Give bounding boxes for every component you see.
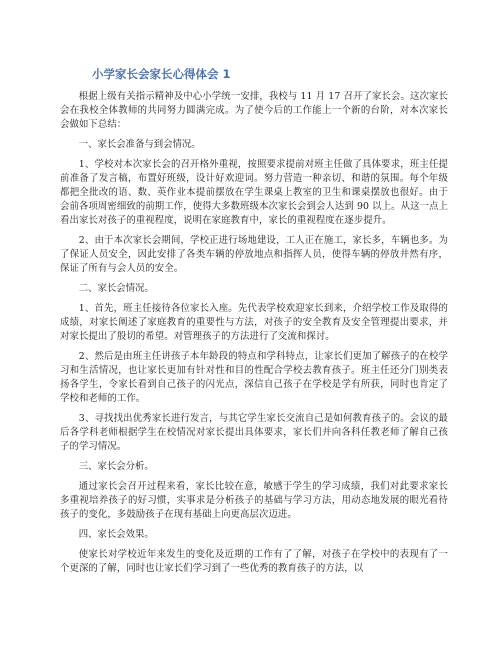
section-heading-3: 三、家长会分析。	[78, 461, 154, 472]
section-heading-2: 二、家长会情况。	[78, 283, 154, 294]
section-heading-4: 四、家长会效果。	[78, 529, 154, 540]
paragraph-2-3: 3、寻找找出优秀家长进行发言，与其它学生家长交流自己是如何教育孩子的。会议的最后各学科老师根据学生在校情况对家长提出具体要求，家长们并向各科任教老师了解自己孩子的学习情况。	[60, 413, 448, 452]
paragraph-4-1: 使家长对学校近年来发生的变化及近期的工作有了了解，对孩子在学校中的表现有了一个更深的了解，同时也让家长们学习到了一些优秀的教育孩子的方法，以	[60, 549, 448, 574]
paragraph-3-1: 通过家长会召开过程来看，家长比较在意，敏感于学生的学习成绩，我们对此要求家长多重视培养孩子的好习惯，实事求是分析孩子的基础与学习方法，用动态地发展的眼光看待孩子的变化，多鼓励孩子在现有基础上向更高层次迈进。	[60, 481, 448, 520]
paragraph-2-2: 2、然后是由班主任讲孩子本年龄段的特点和学科特点，让家长们更加了解孩子的在校学习和生活情况，也让家长更加有针对性和目的性配合学校去教育孩子。班主任还分门别类表扬各学生，令家长看到自己孩子的闪光点，深信自己孩子在学校是学有所获，同时也肯定了学校和老师的工作。	[60, 351, 448, 404]
document-title: 小学家长会家长心得体会 1	[92, 67, 231, 81]
section-heading-1: 一、家长会准备与到会情况。	[78, 139, 201, 150]
intro-paragraph: 根据上级有关指示精神及中心小学统一安排，我校与 11 月 17 召开了家长会。这次家长会在我校全体教师的共同努力圆满完成。为了使今后的工作能上一个新的台阶，对本次家长会做如下总结：	[60, 91, 448, 130]
paragraph-1-1: 1、学校对本次家长会的召开格外重视，按照要求提前对班主任做了具体要求，班主任提前准备了发言稿，布置好班级，设计好欢迎词。努力营造一种亲切、和谐的氛围。每个年级都把全批改的语、数、英作业本提前摆放在学生课桌上教室的卫生和课桌摆放也很好。由于会前各项周密细致的前期工作，使得大多数班级本次家长会到会人达到 90 以上。从这一点上看出家长对孩子的重视程度，说明在家庭教育中，家长的重视程度在逐步提升。	[60, 159, 448, 226]
paragraph-1-2: 2、由于本次家长会期间，学校正进行场地建设，工人正在施工，家长多，车辆也多。为了保证人员安全，因此安排了各类车辆的停放地点和指挥人员，使得车辆的停放井然有序，保证了所有与会人员的安全。	[60, 235, 448, 274]
paragraph-2-1: 1、首先，班主任接待各位家长入座。先代表学校欢迎家长到来，介绍学校工作及取得的成绩，对家长阐述了家庭教育的重要性与方法，对孩子的安全教育及安全管理提出要求，并对家长提出了殷切的希望。对管理孩子的方法进行了交流和探讨。	[60, 303, 448, 342]
